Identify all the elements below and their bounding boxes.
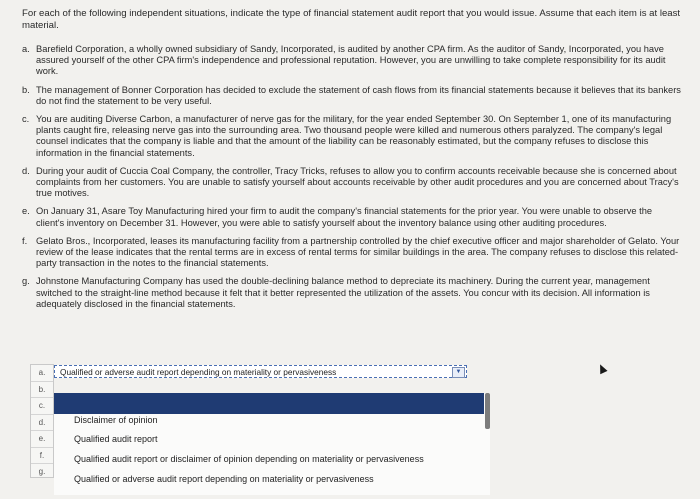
- item-letter: b.: [22, 84, 30, 95]
- item-letter: a.: [22, 44, 30, 54]
- item-text: During your audit of Cuccia Coal Company, the controller, Tracy Tricks, refuses to allow you to confirm accounts receivable because she is concerned about complaints from her customers. You are unable to satisfy yourself about accounts receivable by other audit procedures and you are concerned about Tracy's true motives.: [36, 165, 679, 199]
- dropdown-option[interactable]: Qualified or adverse audit report depending on materiality or pervasiveness: [74, 474, 374, 484]
- dropdown-option[interactable]: Qualified audit report or disclaimer of opinion depending on materiality or pervasiveness: [74, 454, 424, 464]
- answer-row-label: e.: [31, 431, 53, 448]
- dropdown-option[interactable]: Qualified audit report: [74, 434, 158, 444]
- item-text: The management of Bonner Corporation has decided to exclude the statement of cash flows from its financial statements because it believes that its bankers do not find the statement to be very useful.: [36, 84, 681, 106]
- item-text: On January 31, Asare Toy Manufacturing hired your firm to audit the company's financial statements for the prior year. You were unable to observe the client's inventory on December 31. However, you were able to satisfy yourself about the inventory balance using other auditing procedures.: [36, 206, 653, 228]
- mouse-pointer-icon: [596, 363, 607, 375]
- item-text: Johnstone Manufacturing Company has used the double-declining balance method to depreciate its machinery. During the current year, management switched to the straight-line method because it felt that it better represented the utilization of the assets. You concur with its decision. All information is adequately disclosed in the financial statements.: [36, 276, 650, 309]
- answer-row-label: c.: [31, 398, 53, 415]
- dropdown-option-blank-highlighted[interactable]: [54, 393, 484, 414]
- situation-item-a: [22, 44, 682, 78]
- situation-item-d: [22, 166, 682, 200]
- item-text: Gelato Bros., Incorporated, leases its manufacturing facility from a partnership controlled by the chief executive officer and major shareholder of Gelato. Your review of the lease indicates that the rental terms are in excess of rental terms for similar buildings in the area. The company refuses to disclose this related-party transaction in the notes to the financial statements.: [36, 235, 680, 269]
- answer-row-label: b.: [31, 382, 53, 399]
- answer-row-label: d.: [31, 415, 53, 432]
- dropdown-option[interactable]: Disclaimer of opinion: [74, 415, 158, 425]
- situation-item-g: [22, 276, 682, 310]
- item-letter: c.: [22, 114, 30, 125]
- chevron-down-icon[interactable]: ▼: [452, 367, 465, 378]
- situation-item-f: [22, 236, 682, 270]
- situation-item-c: [22, 114, 682, 159]
- item-text: You are auditing Diverse Carbon, a manufacturer of nerve gas for the military, for the year ended September 30. On September 1, one of its manufacturing plants caught fire, releasing nerve gas into the surrounding area. Two thousand people were killed and numerous others paralyzed. The company's legal counsel indicates that the company is liable and that the amount of the liability can be reasonably estimated, but the company refuses to disclose this information in the financial statements.: [36, 114, 672, 158]
- situation-item-b: [22, 85, 682, 107]
- selected-value: Qualified or adverse audit report depending on materiality or pervasiveness: [60, 367, 337, 377]
- answer-row-label: g.: [38, 467, 46, 476]
- dropdown-scrollbar[interactable]: [485, 393, 490, 429]
- answer-row-label: a.: [31, 365, 53, 382]
- instructions: For each of the following independent situations, indicate the type of financial statement audit report that you would issue. Assume that each item is at least material.: [22, 8, 681, 31]
- item-letter: g.: [22, 276, 30, 287]
- situation-item-e: [22, 206, 682, 228]
- answer-row-label: f.: [31, 448, 53, 465]
- dropdown-menu: [54, 393, 490, 495]
- item-letter: d.: [22, 165, 30, 176]
- item-letter: e.: [22, 206, 30, 217]
- answer-select-a[interactable]: [54, 365, 467, 378]
- situation-list: [22, 44, 682, 317]
- answer-row-labels: [30, 364, 54, 478]
- item-text: Barefield Corporation, a wholly owned subsidiary of Sandy, Incorporated, is audited by another CPA firm. As the auditor of Sandy, Incorporated, you have assured yourself of the other CPA firm's independence and professional reputation. However, you are unwilling to take complete responsibility for its audit work.: [36, 44, 666, 77]
- item-letter: f.: [22, 235, 28, 246]
